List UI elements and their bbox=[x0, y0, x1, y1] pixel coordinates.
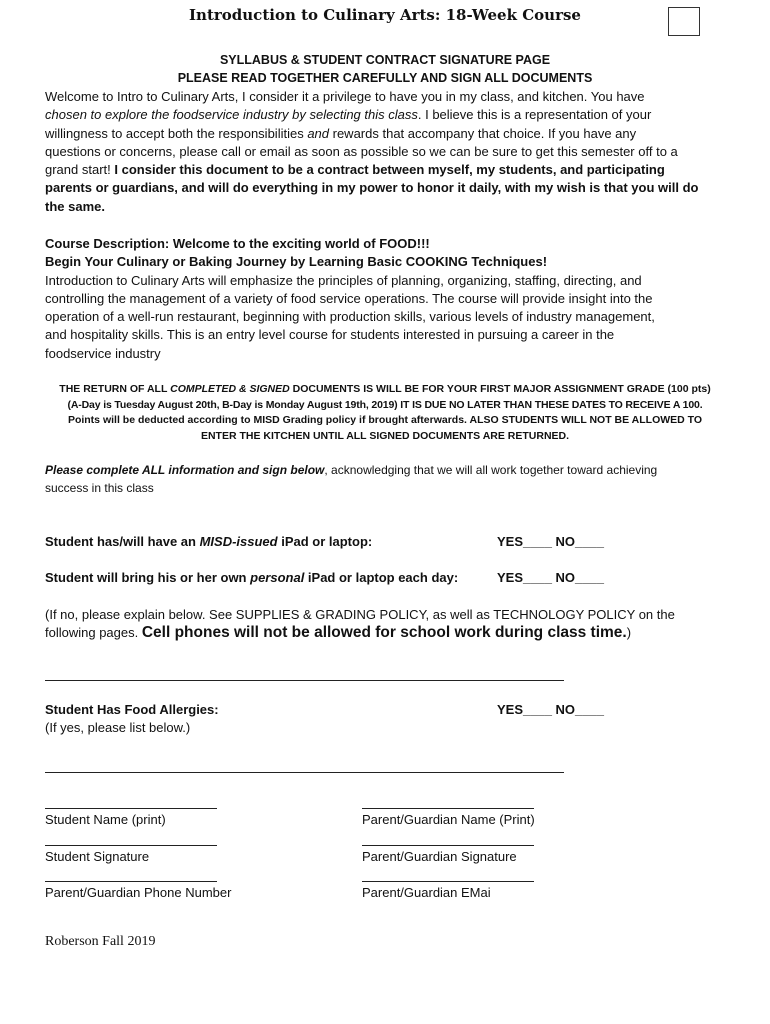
parent-name-line[interactable] bbox=[362, 808, 534, 809]
notice-line: (A-Day is Tuesday August 20th, B-Day is Monday August 19th, 2019) IT IS DUE NO LATER THAN THESE DATES TO RECEIVE A 100. bbox=[67, 398, 703, 411]
welcome-line: grand start! I consider this document to be a contract between myself, my students, and participating bbox=[45, 162, 665, 178]
parent-name-label: Parent/Guardian Name (Print) bbox=[362, 812, 535, 827]
notice-line: Points will be deducted according to MISD Grading policy if brought afterwards. ALSO STUDENTS WILL NOT BE ALLOWED TO bbox=[67, 414, 703, 427]
student-name-line[interactable] bbox=[45, 808, 217, 809]
welcome-line: Welcome to Intro to Culinary Arts, I consider it a privilege to have you in my class, and kitchen. You have bbox=[45, 89, 645, 104]
welcome-paragraph bbox=[45, 88, 725, 216]
question-personal-ipad: Student will bring his or her own personal iPad or laptop each day: bbox=[45, 570, 459, 585]
explain-line: (If no, please explain below. See SUPPLIES & GRADING POLICY, as well as TECHNOLOGY POLICY on the bbox=[45, 607, 675, 622]
course-line: and hospitality skills. This is an entry level course for students interested in pursuing a career in the bbox=[45, 327, 615, 343]
allergies-answer-line[interactable] bbox=[45, 772, 564, 773]
parent-email-label: Parent/Guardian EMai bbox=[362, 885, 491, 900]
welcome-line: willingness to accept both the responsibilities and rewards that accompany that choice. If you have any bbox=[45, 125, 637, 141]
parent-signature-line[interactable] bbox=[362, 845, 534, 846]
student-name-label: Student Name (print) bbox=[45, 812, 166, 827]
parent-phone-line[interactable] bbox=[45, 881, 217, 882]
top-checkbox[interactable] bbox=[668, 7, 700, 36]
course-subheading: Begin Your Culinary or Baking Journey by Learning Basic COOKING Techniques! bbox=[45, 254, 548, 270]
yes-no-personal-ipad[interactable]: YES____ NO____ bbox=[497, 570, 604, 585]
parent-phone-label: Parent/Guardian Phone Number bbox=[45, 885, 232, 900]
course-line: Introduction to Culinary Arts will emphasize the principles of planning, organizing, staffing, directing, and bbox=[45, 272, 642, 288]
course-line: operation of a well-run restaurant, beginning with production skills, various levels of industry management, bbox=[45, 309, 655, 325]
yes-no-allergies[interactable]: YES____ NO____ bbox=[497, 702, 604, 717]
complete-line: success in this class bbox=[45, 481, 154, 495]
course-description bbox=[45, 235, 725, 363]
explain-line: following pages. Cell phones will not be allowed for school work during class time.) bbox=[45, 624, 632, 642]
welcome-line: the same. bbox=[45, 198, 105, 214]
parent-email-line[interactable] bbox=[362, 881, 534, 882]
course-line: controlling the management of a variety of food service operations. The course will provide insight into the bbox=[45, 290, 653, 306]
course-line: foodservice industry bbox=[45, 345, 161, 361]
explain-answer-line[interactable] bbox=[45, 680, 564, 681]
notice-line: THE RETURN OF ALL COMPLETED & SIGNED DOCUMENTS IS WILL BE FOR YOUR FIRST MAJOR ASSIGNMENT GRADE (100 pts) bbox=[59, 383, 711, 395]
question-food-allergies: Student Has Food Allergies: bbox=[45, 702, 219, 717]
complete-instructions bbox=[45, 461, 725, 497]
document-title: Introduction to Culinary Arts: 18-Week Course bbox=[189, 6, 581, 24]
heading-read-carefully: PLEASE READ TOGETHER CAREFULLY AND SIGN ALL DOCUMENTS bbox=[177, 71, 593, 85]
welcome-line: chosen to explore the foodservice industry by selecting this class. I believe this is a representation of your bbox=[45, 107, 652, 123]
return-notice bbox=[40, 382, 730, 445]
welcome-line: parents or guardians, and will do everything in my power to honor it daily, with my wish is that you will do bbox=[45, 180, 699, 196]
allergies-note: (If yes, please list below.) bbox=[45, 720, 191, 735]
student-signature-line[interactable] bbox=[45, 845, 217, 846]
heading-syllabus: SYLLABUS & STUDENT CONTRACT SIGNATURE PAGE bbox=[219, 53, 551, 67]
explain-paragraph bbox=[45, 606, 725, 643]
parent-signature-label: Parent/Guardian Signature bbox=[362, 849, 517, 864]
student-signature-label: Student Signature bbox=[45, 849, 150, 864]
yes-no-misd-ipad[interactable]: YES____ NO____ bbox=[497, 534, 604, 549]
welcome-line: questions or concerns, please call or email as soon as possible so we can be sure to get this semester off to a bbox=[45, 143, 678, 159]
notice-line: ENTER THE KITCHEN UNTIL ALL SIGNED DOCUMENTS ARE RETURNED. bbox=[200, 430, 570, 443]
question-misd-ipad: Student has/will have an MISD-issued iPad or laptop: bbox=[45, 534, 373, 549]
footer-text: Roberson Fall 2019 bbox=[45, 934, 156, 949]
course-heading: Course Description: Welcome to the exciting world of FOOD!!! bbox=[45, 236, 430, 251]
complete-line: Please complete ALL information and sign below, acknowledging that we will all work together toward achieving bbox=[45, 463, 658, 477]
